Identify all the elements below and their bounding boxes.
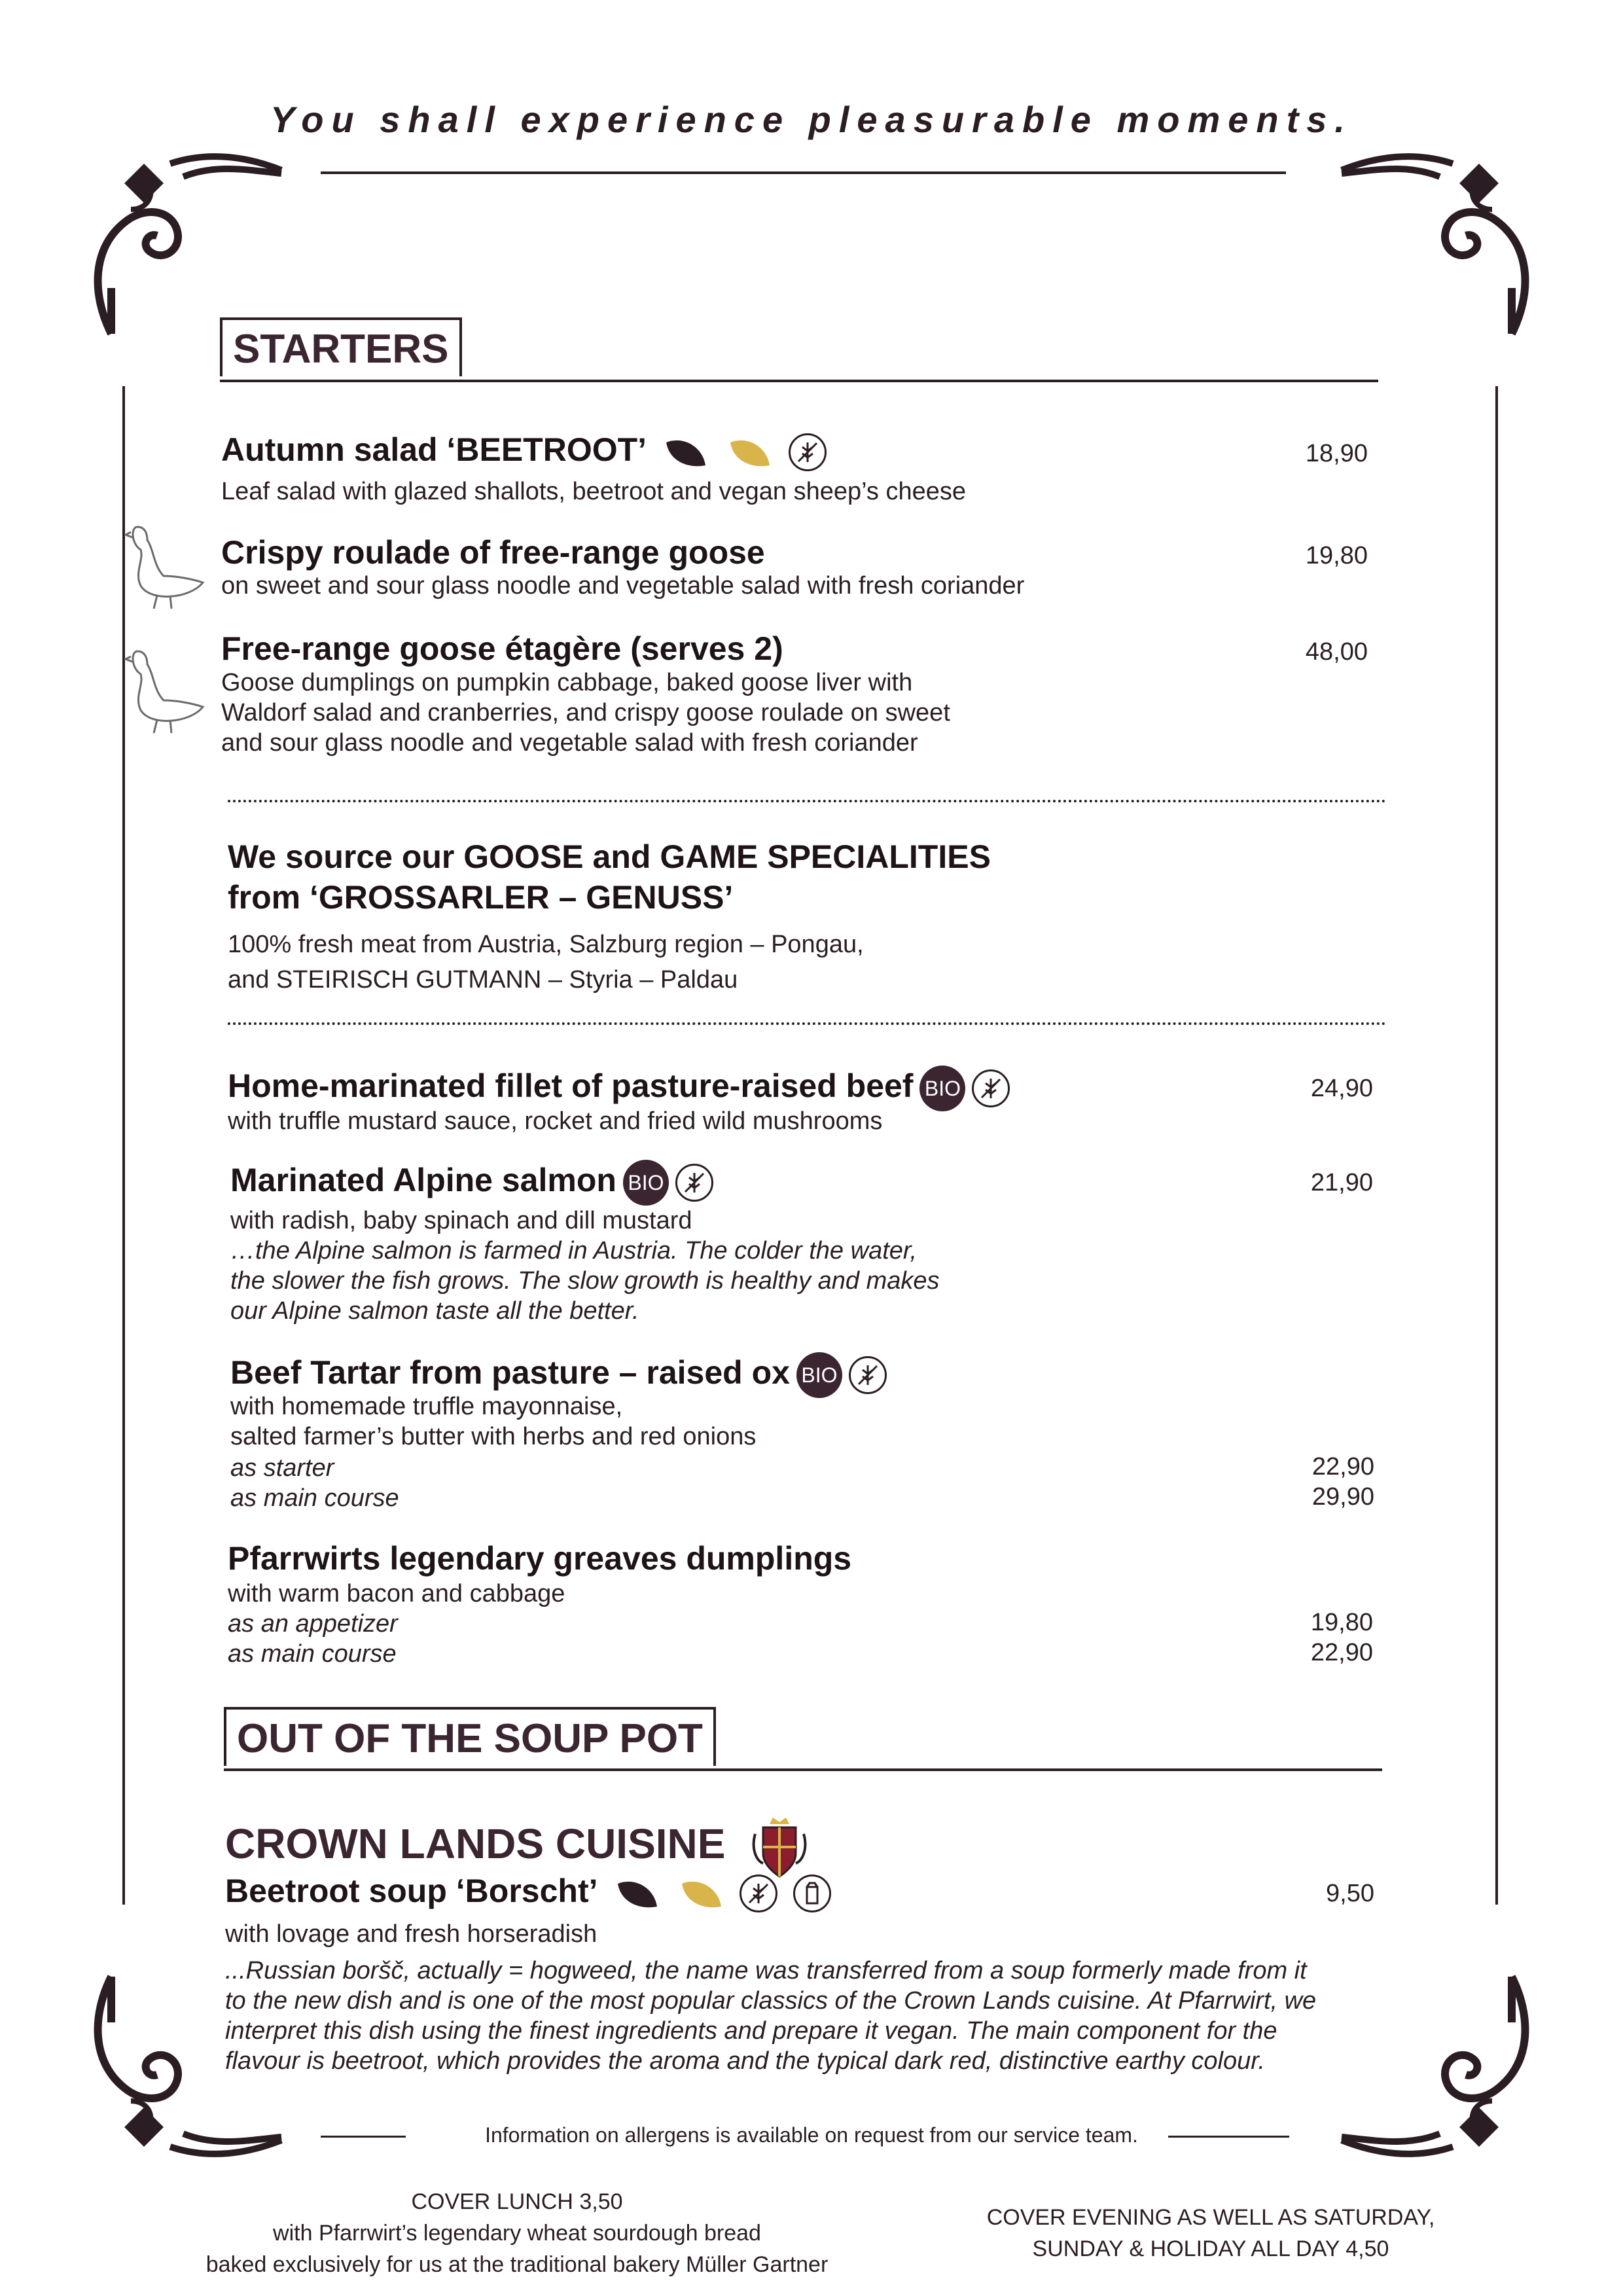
goose-icon (124, 638, 209, 736)
item-description: Leaf salad with glazed shallots, beetroot and vegan sheep’s cheese (221, 478, 966, 505)
dotted-divider (228, 1022, 1386, 1025)
gluten-free-icon (740, 1874, 777, 1912)
dotted-divider (228, 800, 1386, 802)
item-description: with homemade truffle mayonnaise, (230, 1393, 623, 1420)
coat-of-arms-icon (750, 1814, 809, 1880)
corner-ornament-icon (1329, 137, 1538, 347)
tagline: You shall experience pleasurable moments. (270, 99, 1353, 140)
vegan-leaf-icon (663, 436, 709, 469)
lactose-free-icon (793, 1874, 831, 1912)
gluten-free-icon (675, 1164, 713, 1202)
section-title-starters: STARTERS (220, 317, 462, 376)
cover-evening (929, 2202, 1492, 2265)
item-title (230, 1160, 713, 1206)
bio-badge: BIO (796, 1352, 842, 1398)
item-name: Free-range goose étagère (serves 2) (221, 630, 783, 667)
frame-left (122, 386, 125, 1905)
price: 48,00 (1305, 638, 1368, 666)
vegan-leaf-icon (615, 1877, 660, 1910)
source-text: and STEIRISCH GUTMANN – Styria – Paldau (228, 966, 738, 994)
crown-lands-label: CROWN LANDS CUISINE (225, 1820, 726, 1867)
allergen-note: Information on allergens is available on request from our service team. (485, 2123, 1138, 2147)
item-name: Crispy roulade of free-range goose (221, 534, 765, 571)
top-rule (321, 171, 1286, 174)
cover-lunch-line: COVER LUNCH 3,50 (411, 2189, 623, 2214)
section-rule (224, 1768, 1382, 1771)
gluten-free-icon (972, 1069, 1010, 1107)
frame-right (1495, 386, 1498, 1905)
item-name: Pfarrwirts legendary greaves dumplings (228, 1540, 852, 1577)
item-option: as main course (230, 1484, 399, 1512)
gluten-free-icon (849, 1356, 887, 1394)
item-description: with lovage and fresh horseradish (225, 1920, 597, 1948)
item-note: to the new dish and is one of the most popular classics of the Crown Lands cuisine. At Pfarrwirt, we (225, 1987, 1317, 2015)
item-description: on sweet and sour glass noodle and vegetable salad with fresh coriander (221, 572, 1025, 600)
cover-lunch-line: baked exclusively for us at the traditional bakery Müller Gartner (205, 2252, 829, 2277)
item-name: Autumn salad ‘BEETROOT’ (221, 431, 645, 468)
source-text: 100% fresh meat from Austria, Salzburg region – Pongau, (228, 931, 864, 958)
item-title (228, 1066, 1010, 1111)
corner-ornament-icon (85, 137, 294, 347)
cover-evening-line: COVER EVENING AS WELL AS SATURDAY, (986, 2205, 1435, 2230)
item-name: Beetroot soup ‘Borscht’ (225, 1873, 596, 1909)
price: 22,90 (1310, 1639, 1373, 1666)
price: 29,90 (1311, 1483, 1374, 1511)
item-title (221, 431, 827, 471)
item-description: with warm bacon and cabbage (228, 1580, 565, 1607)
item-description: with truffle mustard sauce, rocket and fried wild mushrooms (228, 1107, 883, 1135)
item-title (225, 1872, 831, 1912)
item-description: Goose dumplings on pumpkin cabbage, baked goose liver with (221, 669, 913, 696)
item-note: ...Russian boršč, actually = hogweed, the name was transferred from a soup formerly made from it (225, 1957, 1307, 1984)
price: 19,80 (1305, 542, 1368, 569)
item-note: the slower the fish grows. The slow growth is healthy and makes (230, 1267, 940, 1295)
item-description: Waldorf salad and cranberries, and crispy goose roulade on sweet (221, 699, 950, 726)
vegetarian-leaf-icon (679, 1877, 724, 1910)
section-rule (220, 380, 1378, 382)
item-description: salted farmer’s butter with herbs and red onions (230, 1423, 757, 1450)
item-name: Home-marinated fillet of pasture-raised beef (228, 1067, 914, 1105)
item-option: as main course (228, 1640, 397, 1668)
crown-lands-title (225, 1814, 809, 1880)
item-note: interpret this dish using the finest ingredients and prepare it vegan. The main component for the (225, 2017, 1277, 2045)
source-title: We source our GOOSE and GAME SPECIALITIES (228, 838, 991, 875)
cover-evening-line: SUNDAY & HOLIDAY ALL DAY 4,50 (1032, 2236, 1389, 2261)
source-title: from ‘GROSSARLER – GENUSS’ (228, 879, 734, 916)
item-name: Marinated Alpine salmon (230, 1162, 616, 1199)
item-note: …the Alpine salmon is farmed in Austria. The colder the water, (230, 1237, 918, 1265)
item-option: as starter (230, 1454, 334, 1482)
price: 18,90 (1305, 440, 1368, 467)
item-name: Beef Tartar from pasture – raised ox (230, 1354, 790, 1391)
price: 24,90 (1310, 1075, 1373, 1102)
item-description: and sour glass noodle and vegetable salad with fresh coriander (221, 729, 918, 757)
cover-lunch-line: with Pfarrwirt’s legendary wheat sourdough bread (273, 2221, 761, 2246)
item-option: as an appetizer (228, 1610, 398, 1638)
goose-icon (124, 514, 209, 612)
price: 21,90 (1310, 1169, 1373, 1196)
cover-lunch (131, 2186, 903, 2280)
gluten-free-icon (789, 433, 827, 471)
section-title-soup: OUT OF THE SOUP POT (224, 1707, 716, 1766)
item-note: flavour is beetroot, which provides the aroma and the typical dark red, distinctive earthy colour. (225, 2047, 1266, 2075)
price: 22,90 (1311, 1453, 1374, 1480)
price: 19,80 (1310, 1609, 1373, 1636)
vegetarian-leaf-icon (727, 436, 773, 469)
item-description: with radish, baby spinach and dill mustard (230, 1207, 692, 1234)
item-note: our Alpine salmon taste all the better. (230, 1297, 639, 1325)
bio-badge: BIO (919, 1066, 965, 1111)
bio-badge: BIO (623, 1160, 669, 1206)
price: 9,50 (1326, 1880, 1374, 1907)
